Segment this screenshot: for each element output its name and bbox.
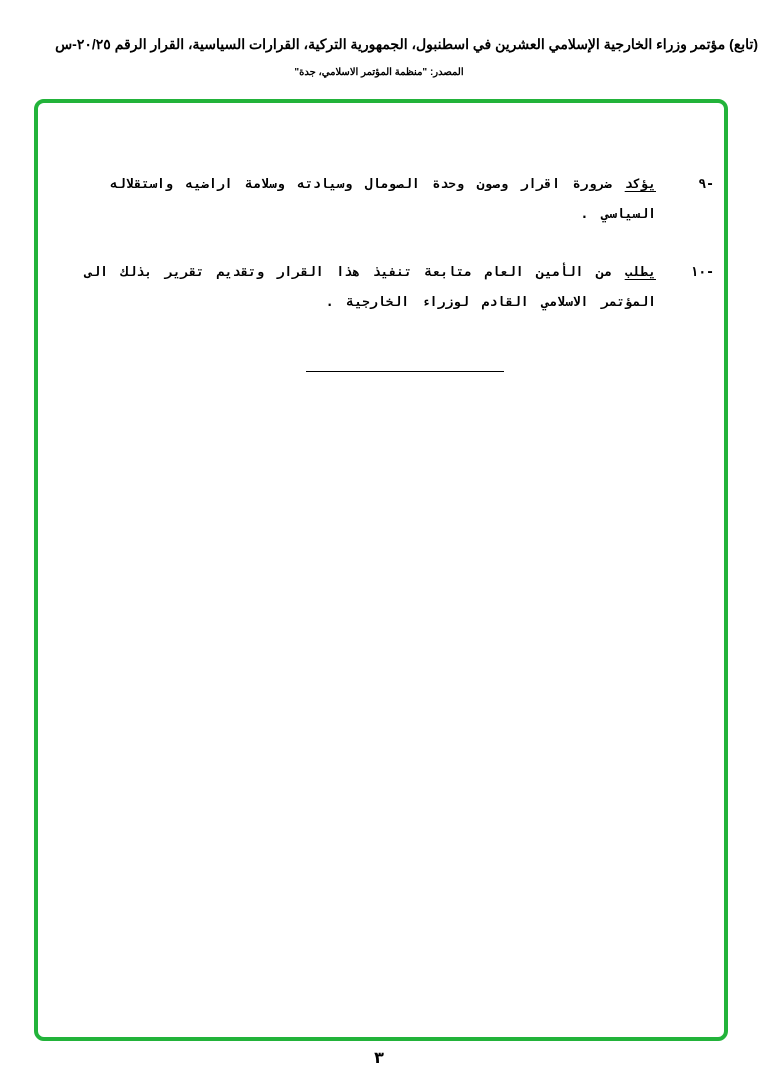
page-number: ٣ bbox=[374, 1048, 384, 1067]
document-source: المصدر: "منظمة المؤتمر الاسلامي، جدة" bbox=[294, 67, 464, 78]
clause-verb: يطلب bbox=[624, 265, 656, 280]
clause-9 bbox=[54, 170, 714, 230]
clause-verb: يؤكد bbox=[624, 177, 656, 192]
clause-10 bbox=[54, 258, 714, 318]
page-frame bbox=[34, 99, 728, 1041]
end-separator-line bbox=[306, 371, 504, 372]
document-title: (تابع) مؤتمر وزراء الخارجية الإسلامي العشرين في اسطنبول، الجمهورية التركية، القرارات السياسية، القرار الرقم ٢٠/٢٥-س bbox=[55, 36, 758, 52]
clause-number: -١٠ bbox=[690, 265, 714, 280]
clause-number: -٩ bbox=[698, 177, 714, 192]
clause-text: من الأمين العام متابعة تنفيذ هذا القرار وتقديم تقرير بذلك الى المؤتمر الاسلامي القادم لوزراء الخارجية . bbox=[84, 265, 656, 310]
clause-text: ضرورة اقرار وصون وحدة الصومال وسيادته وسلامة اراضيه واستقلاله السياسي . bbox=[110, 177, 656, 222]
clause-body bbox=[54, 258, 656, 318]
clause-body bbox=[54, 170, 656, 230]
